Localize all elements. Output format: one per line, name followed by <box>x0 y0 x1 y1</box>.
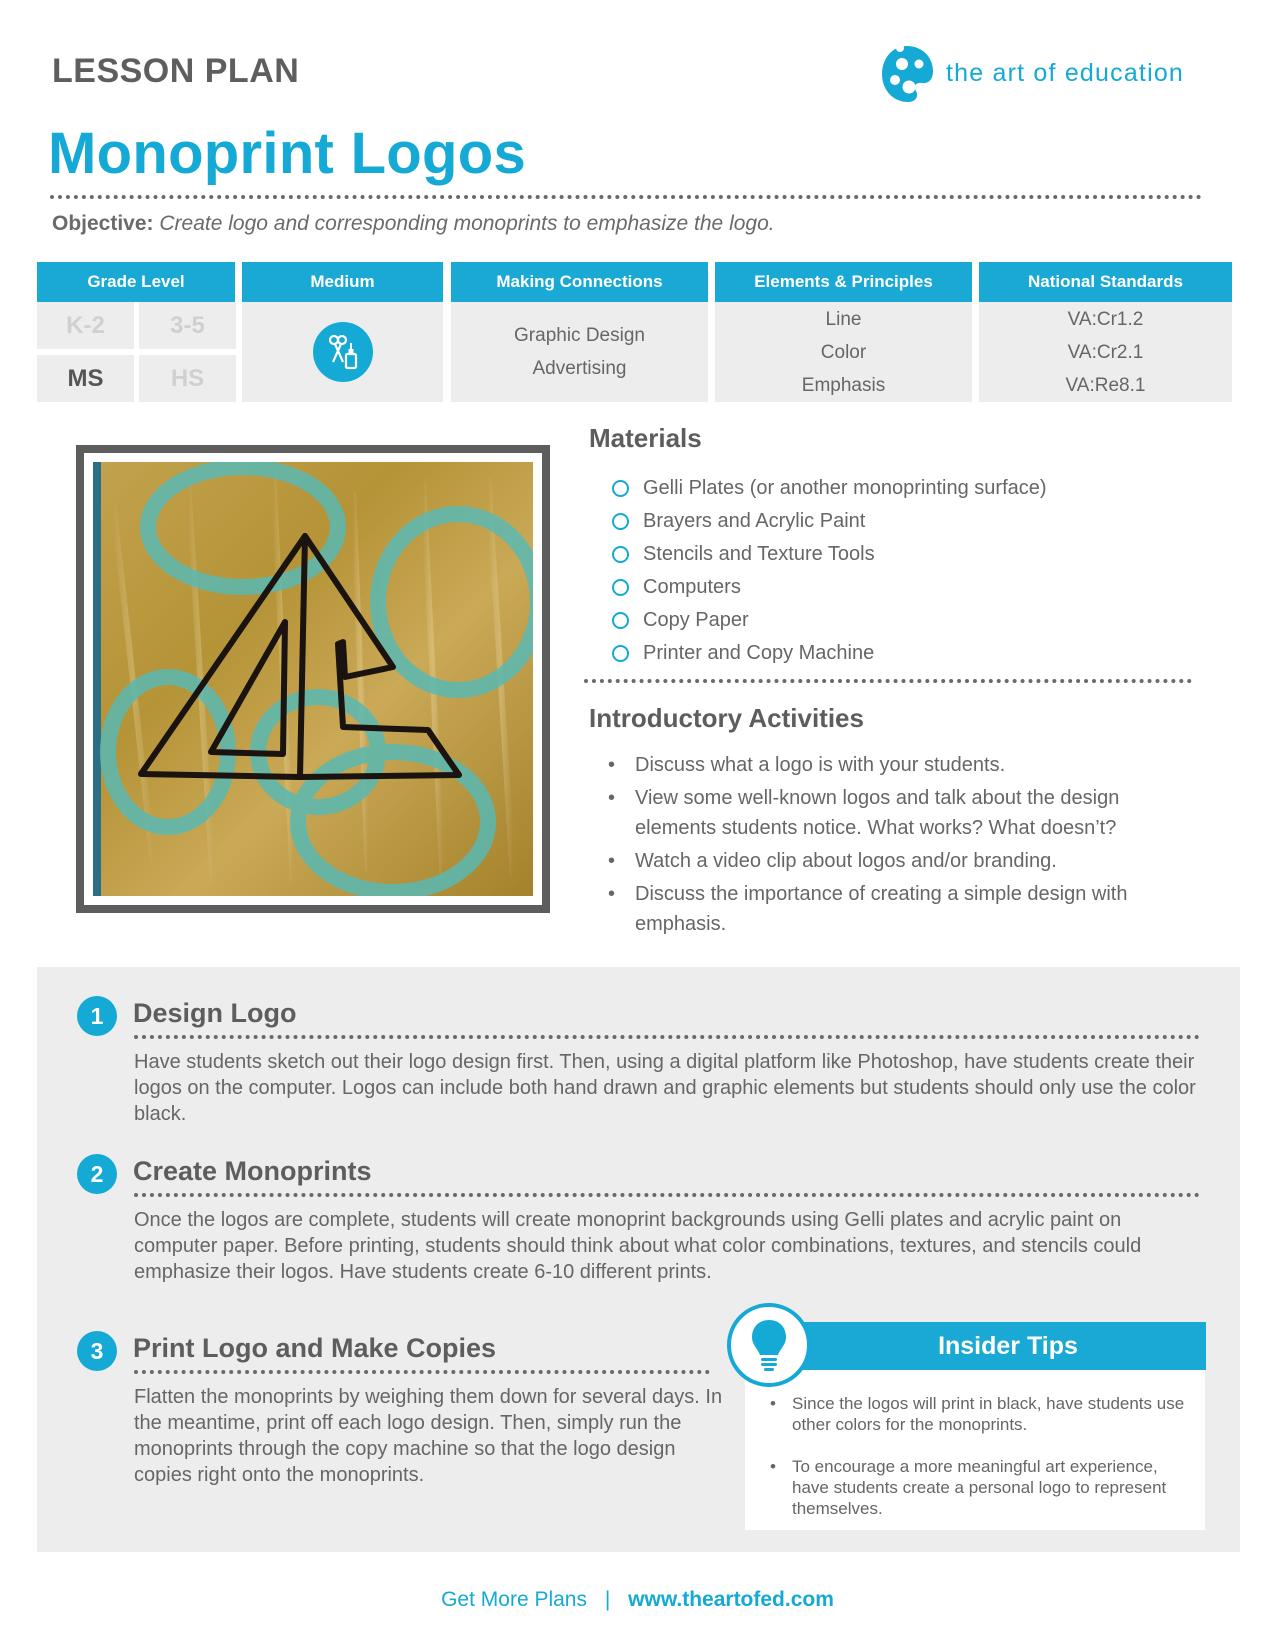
checkbox-circle-icon <box>612 612 629 629</box>
element-item: Line <box>825 308 862 330</box>
brand-name: the art of education <box>946 58 1185 87</box>
material-label: Copy Paper <box>643 609 749 631</box>
grade-ms: MS <box>37 355 134 402</box>
list-item: • To encourage a more meaningful art experience, have students create a personal logo to represent themselves. <box>770 1456 1190 1519</box>
tip-text: To encourage a more meaningful art experience, have students create a personal logo to represent themselves. <box>792 1457 1167 1518</box>
materials-heading: Materials <box>589 423 702 453</box>
header-elements-principles: Elements & Principles <box>715 262 972 302</box>
material-label: Gelli Plates (or another monoprinting surface) <box>643 477 1047 499</box>
intro-item-text: Discuss what a logo is with your students. <box>635 754 1006 776</box>
palette-icon <box>880 42 934 104</box>
header-making-connections: Making Connections <box>451 262 708 302</box>
connection-item: Advertising <box>532 358 627 379</box>
objective <box>52 212 775 236</box>
element-item: Emphasis <box>801 374 886 396</box>
step-3-number: 3 <box>77 1331 117 1371</box>
making-connections-cell <box>451 302 708 402</box>
elements-cell <box>715 302 972 402</box>
checkbox-circle-icon <box>612 645 629 662</box>
standard-item: VA:Re8.1 <box>1065 374 1146 396</box>
lightbulb-badge <box>727 1303 811 1387</box>
step-1-divider <box>134 1035 1200 1039</box>
step-2-number: 2 <box>77 1154 117 1194</box>
objective-text: Create logo and corresponding monoprints to emphasize the logo. <box>159 212 775 235</box>
list-item: • Discuss the importance of creating a simple design with emphasis. <box>608 879 1198 939</box>
standard-item: VA:Cr1.2 <box>1067 308 1144 330</box>
list-item: • View some well-known logos and talk about the design elements students notice. What works? What doesn’t? <box>608 783 1198 843</box>
connection-item: Graphic Design <box>514 325 645 346</box>
grade-k-2: K-2 <box>37 302 134 349</box>
monoprint-logo-artwork <box>93 462 533 896</box>
materials-divider <box>584 679 1192 683</box>
insider-tips-list <box>770 1393 1190 1540</box>
header-medium: Medium <box>242 262 443 302</box>
step-2-title: Create Monoprints <box>133 1156 372 1186</box>
grade-hs: HS <box>139 355 236 402</box>
grade-3-5: 3-5 <box>139 302 236 349</box>
medium-cell <box>242 302 443 402</box>
step-2-text: Once the logos are complete, students will create monoprint backgrounds using Gelli plates and acrylic paint on computer paper. Before printing, students should think about what color combinations, textures, and stencils could emphasize their logos. Have students create 6-10 different prints. <box>134 1209 1142 1283</box>
element-item: Color <box>820 341 867 363</box>
checkbox-circle-icon <box>612 579 629 596</box>
title-divider <box>50 195 1202 199</box>
artwork-image-frame <box>76 445 550 913</box>
lightbulb-icon <box>749 1318 789 1372</box>
list-item <box>612 505 1047 538</box>
intro-item-text: Discuss the importance of creating a simple design with emphasis. <box>635 883 1128 935</box>
materials-list <box>612 472 1047 670</box>
intro-heading: Introductory Activities <box>589 703 864 733</box>
step-1-text: Have students sketch out their logo design first. Then, using a digital platform like Photoshop, have students create their logos on the computer. Logos can include both hand drawn and graphic elements but students should only use the color black. <box>134 1051 1196 1125</box>
header-grade-level: Grade Level <box>37 262 235 302</box>
list-item: • Watch a video clip about logos and/or branding. <box>608 846 1198 876</box>
footer <box>0 1588 1275 1612</box>
insider-tips-header <box>785 1322 1206 1370</box>
get-more-plans-link[interactable]: Get More Plans <box>441 1588 587 1611</box>
intro-item-text: Watch a video clip about logos and/or branding. <box>635 850 1057 872</box>
step-3-divider <box>134 1370 710 1374</box>
header-national-standards: National Standards <box>979 262 1232 302</box>
standards-cell <box>979 302 1232 402</box>
step-3-title: Print Logo and Make Copies <box>133 1333 497 1363</box>
scissors-glue-icon <box>313 322 373 382</box>
list-item <box>612 571 1047 604</box>
material-label: Printer and Copy Machine <box>643 642 875 664</box>
insider-tips-title: Insider Tips <box>938 1331 1078 1360</box>
list-item: • Since the logos will print in black, have students use other colors for the monoprints. <box>770 1393 1190 1435</box>
step-2-divider <box>134 1193 1200 1197</box>
checkbox-circle-icon <box>612 480 629 497</box>
list-item <box>612 538 1047 571</box>
list-item <box>612 637 1047 670</box>
tip-text: Since the logos will print in black, have students use other colors for the monoprints. <box>792 1394 1185 1434</box>
checkbox-circle-icon <box>612 546 629 563</box>
website-link[interactable]: www.theartofed.com <box>628 1588 834 1611</box>
brand-logo[interactable] <box>880 38 1184 108</box>
step-1-number: 1 <box>77 996 117 1036</box>
step-1-title: Design Logo <box>133 998 297 1028</box>
list-item: • Discuss what a logo is with your students. <box>608 750 1198 780</box>
list-item <box>612 604 1047 637</box>
list-item <box>612 472 1047 505</box>
material-label: Computers <box>643 576 741 598</box>
checkbox-circle-icon <box>612 513 629 530</box>
lesson-plan-label: LESSON PLAN <box>52 52 300 90</box>
intro-item-text: View some well-known logos and talk about the design elements students notice. What works? What doesn’t? <box>635 787 1120 839</box>
material-label: Brayers and Acrylic Paint <box>643 510 866 532</box>
material-label: Stencils and Texture Tools <box>643 543 875 565</box>
standard-item: VA:Cr2.1 <box>1067 341 1144 363</box>
footer-separator: | <box>604 1588 611 1611</box>
objective-label: Objective: <box>52 212 154 235</box>
step-3-text: Flatten the monoprints by weighing them down for several days. In the meantime, print off each logo design. Then, simply run the monoprints through the copy machine so that the logo design copies right onto the monoprints. <box>134 1386 723 1486</box>
page-title: Monoprint Logos <box>48 121 527 186</box>
intro-list <box>608 750 1198 942</box>
